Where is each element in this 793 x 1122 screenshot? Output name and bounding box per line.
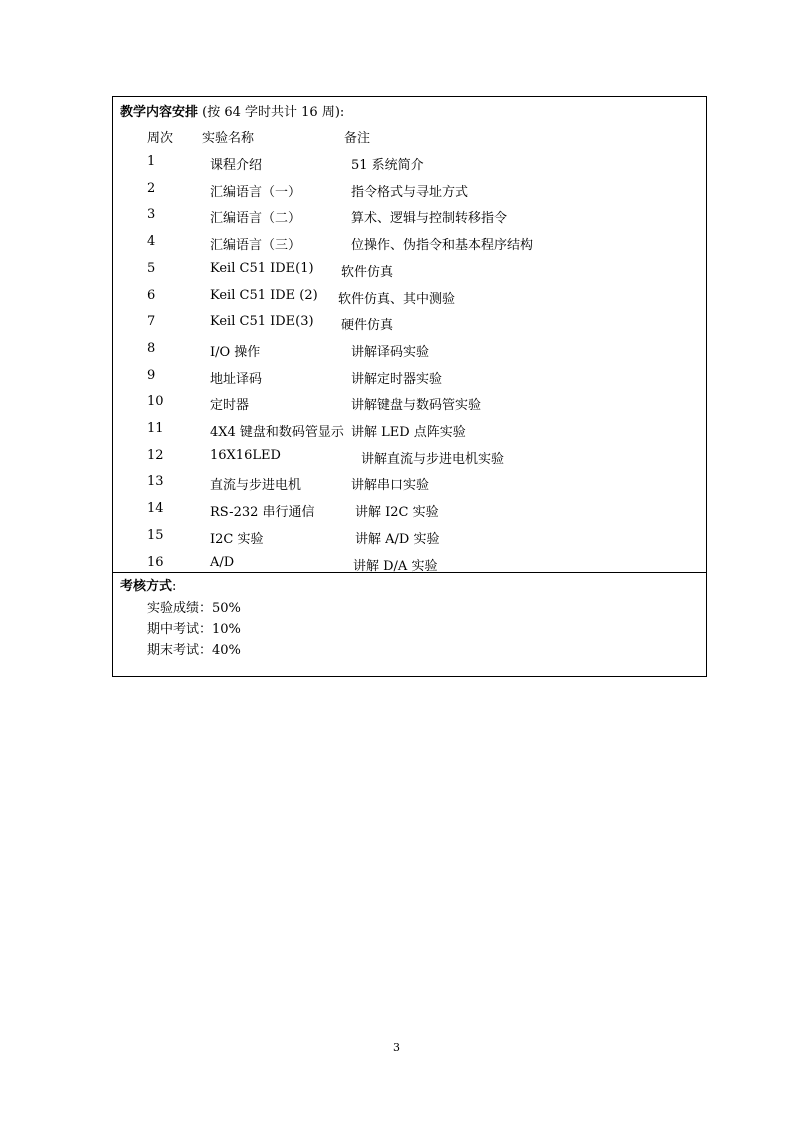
- experiment-note: 讲解定时器实验: [351, 371, 443, 387]
- experiment-note: 算术、逻辑与控制转移指令: [351, 211, 508, 227]
- week-number: 7: [147, 314, 156, 330]
- experiment-name: Keil C51 IDE (2): [210, 287, 318, 303]
- table-row: [113, 261, 706, 281]
- experiment-name: 课程介绍: [210, 158, 263, 173]
- assessment-item: 期末考试：40%: [147, 643, 241, 658]
- week-number: 12: [147, 447, 164, 463]
- experiment-note: 讲解 A/D 实验: [355, 531, 440, 547]
- experiment-note: 讲解 I2C 实验: [355, 505, 439, 521]
- table-row: [113, 528, 706, 548]
- experiment-note: 讲解串口实验: [351, 478, 430, 494]
- experiment-note: 讲解键盘与数码管实验: [351, 398, 482, 414]
- experiment-name: 定时器: [210, 398, 250, 414]
- section-divider: [113, 572, 706, 573]
- course-plan-box: [112, 96, 707, 677]
- table-row: [113, 341, 706, 361]
- experiment-note: 指令格式与寻址方式: [351, 184, 469, 200]
- week-number: 3: [147, 207, 156, 223]
- week-number: 4: [147, 234, 156, 250]
- experiment-note: 位操作、伪指令和基本程序结构: [351, 238, 534, 254]
- table-row: [113, 207, 706, 227]
- experiment-name: I2C 实验: [210, 531, 264, 547]
- schedule-heading-title: 教学内容安排: [120, 105, 199, 120]
- table-row: [113, 234, 706, 254]
- experiment-note: 硬件仿真: [341, 318, 394, 334]
- week-number: 6: [147, 287, 156, 303]
- experiment-note: 讲解 D/A 实验: [353, 558, 438, 574]
- assessment-heading-title: 考核方式: [120, 579, 173, 594]
- experiment-note: 软件仿真: [341, 264, 394, 280]
- experiment-name: 直流与步进电机: [210, 478, 302, 494]
- experiment-note: 讲解直流与步进电机实验: [361, 451, 505, 467]
- experiment-name: Keil C51 IDE(3): [210, 314, 314, 330]
- experiment-name: 汇编语言（三）: [210, 238, 302, 254]
- experiment-name: 16X16LED: [210, 447, 281, 463]
- assessment-item: 期中考试：10%: [147, 622, 241, 637]
- experiment-name: RS-232 串行通信: [210, 505, 315, 521]
- week-number: 14: [147, 501, 164, 517]
- week-number: 16: [147, 554, 164, 570]
- experiment-name: 4X4 键盘和数码管显示: [210, 425, 344, 440]
- table-row: [113, 421, 706, 441]
- experiment-note: 讲解 LED 点阵实验: [351, 425, 466, 440]
- column-header-name: 实验名称: [202, 131, 255, 146]
- table-row: [113, 501, 706, 521]
- schedule-heading: [120, 101, 344, 120]
- experiment-note: 软件仿真、其中测验: [338, 291, 456, 307]
- week-number: 2: [147, 180, 156, 196]
- table-row: [113, 474, 706, 494]
- table-row: [113, 448, 706, 468]
- experiment-name: 汇编语言（一）: [210, 184, 302, 200]
- week-number: 9: [147, 367, 156, 383]
- week-number: 5: [147, 260, 156, 276]
- experiment-name: A/D: [210, 554, 235, 570]
- table-row: [113, 154, 706, 174]
- table-row: [113, 181, 706, 201]
- experiment-note: 51 系统简介: [351, 158, 424, 173]
- assessment-heading: [120, 575, 176, 594]
- table-row: [113, 368, 706, 388]
- page-number: 3: [393, 1041, 400, 1054]
- experiment-name: 汇编语言（二）: [210, 211, 302, 227]
- table-row: [113, 314, 706, 334]
- experiment-name: 地址译码: [210, 371, 263, 387]
- table-row: [113, 288, 706, 308]
- week-number: 8: [147, 340, 156, 356]
- week-number: 1: [147, 154, 156, 169]
- column-header-week: 周次: [147, 131, 174, 146]
- assessment-item: 实验成绩：50%: [147, 601, 241, 616]
- experiment-name: I/O 操作: [210, 344, 261, 360]
- table-row: [113, 394, 706, 414]
- schedule-heading-detail: (按 64 学时共计 16 周):: [198, 105, 345, 120]
- assessment-heading-colon: :: [172, 579, 177, 594]
- column-header-note: 备注: [344, 131, 371, 146]
- week-number: 10: [147, 394, 164, 410]
- week-number: 11: [147, 421, 164, 436]
- experiment-name: Keil C51 IDE(1): [210, 260, 314, 276]
- experiment-note: 讲解译码实验: [351, 344, 430, 360]
- week-number: 15: [147, 527, 164, 543]
- week-number: 13: [147, 474, 164, 490]
